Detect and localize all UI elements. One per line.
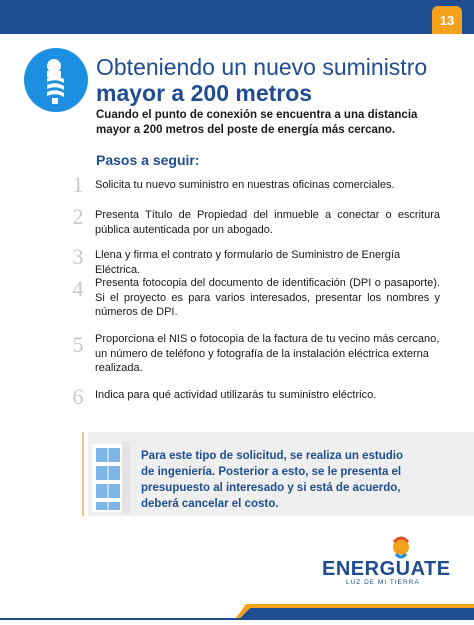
step-text: Proporciona el NIS o fotocopia de la factura de tu vecino más cercano, un número de teléfono y fotografía de la instalación eléctrica externa realizada. [95, 333, 440, 374]
step-number: 3 [72, 244, 84, 269]
step-number: 1 [72, 172, 84, 197]
step-number: 5 [72, 332, 84, 357]
bottom-stripe [0, 604, 474, 620]
subtitle-text-2: del poste de energía más cercano. [204, 124, 396, 136]
steps-heading: Pasos a seguir: [96, 152, 200, 168]
company-logo [322, 558, 451, 581]
note-text: Para este tipo de solicitud, se realiza un estudio de ingeniería. Posterior a esto, se le presenta el presupuesto al interesado y si está de acuerdo, deberá cancelar el costo. [141, 450, 404, 510]
page-title-line1: Obteniendo un nuevo suministro [96, 54, 428, 80]
step-number: 6 [72, 384, 84, 409]
logo-tagline: LUZ DE MI TIERRA [346, 579, 420, 586]
step-text: Indica para qué actividad utilizarás tu suministro eléctrico. [95, 389, 377, 401]
step-number: 4 [72, 276, 84, 301]
logo-text-3: TE [424, 558, 451, 580]
subtitle-text-bold: mayor a 200 metros [96, 124, 205, 136]
building-icon [88, 440, 134, 518]
page-title-line2: mayor a 200 metros [96, 80, 313, 106]
logo-text-1: ENERGU [322, 558, 411, 580]
step-text: Solicita tu nuevo suministro en nuestras oficinas comerciales. [95, 179, 395, 191]
step-number: 2 [72, 204, 84, 229]
logo-text-2: A [410, 558, 425, 580]
step-text: Presenta Título de Propiedad del inmueble a conectar o escritura pública autenticada por un abogado. [95, 209, 440, 236]
top-bar [0, 0, 474, 34]
page-subtitle [96, 108, 436, 138]
step-text: Llena y firma el contrato y formulario de Suministro de Energía Eléctrica. [95, 249, 401, 276]
subtitle-text-1: Cuando el punto de conexión se encuentra a una distancia [96, 109, 418, 121]
page-number-badge: 13 [432, 6, 462, 34]
light-bulb-icon [24, 48, 88, 112]
step-text: Presenta fotocopia del documento de identificación (DPI o pasaporte). Si el proyecto es para varios interesados, presentar los nombres y números de DPI. [95, 277, 440, 318]
